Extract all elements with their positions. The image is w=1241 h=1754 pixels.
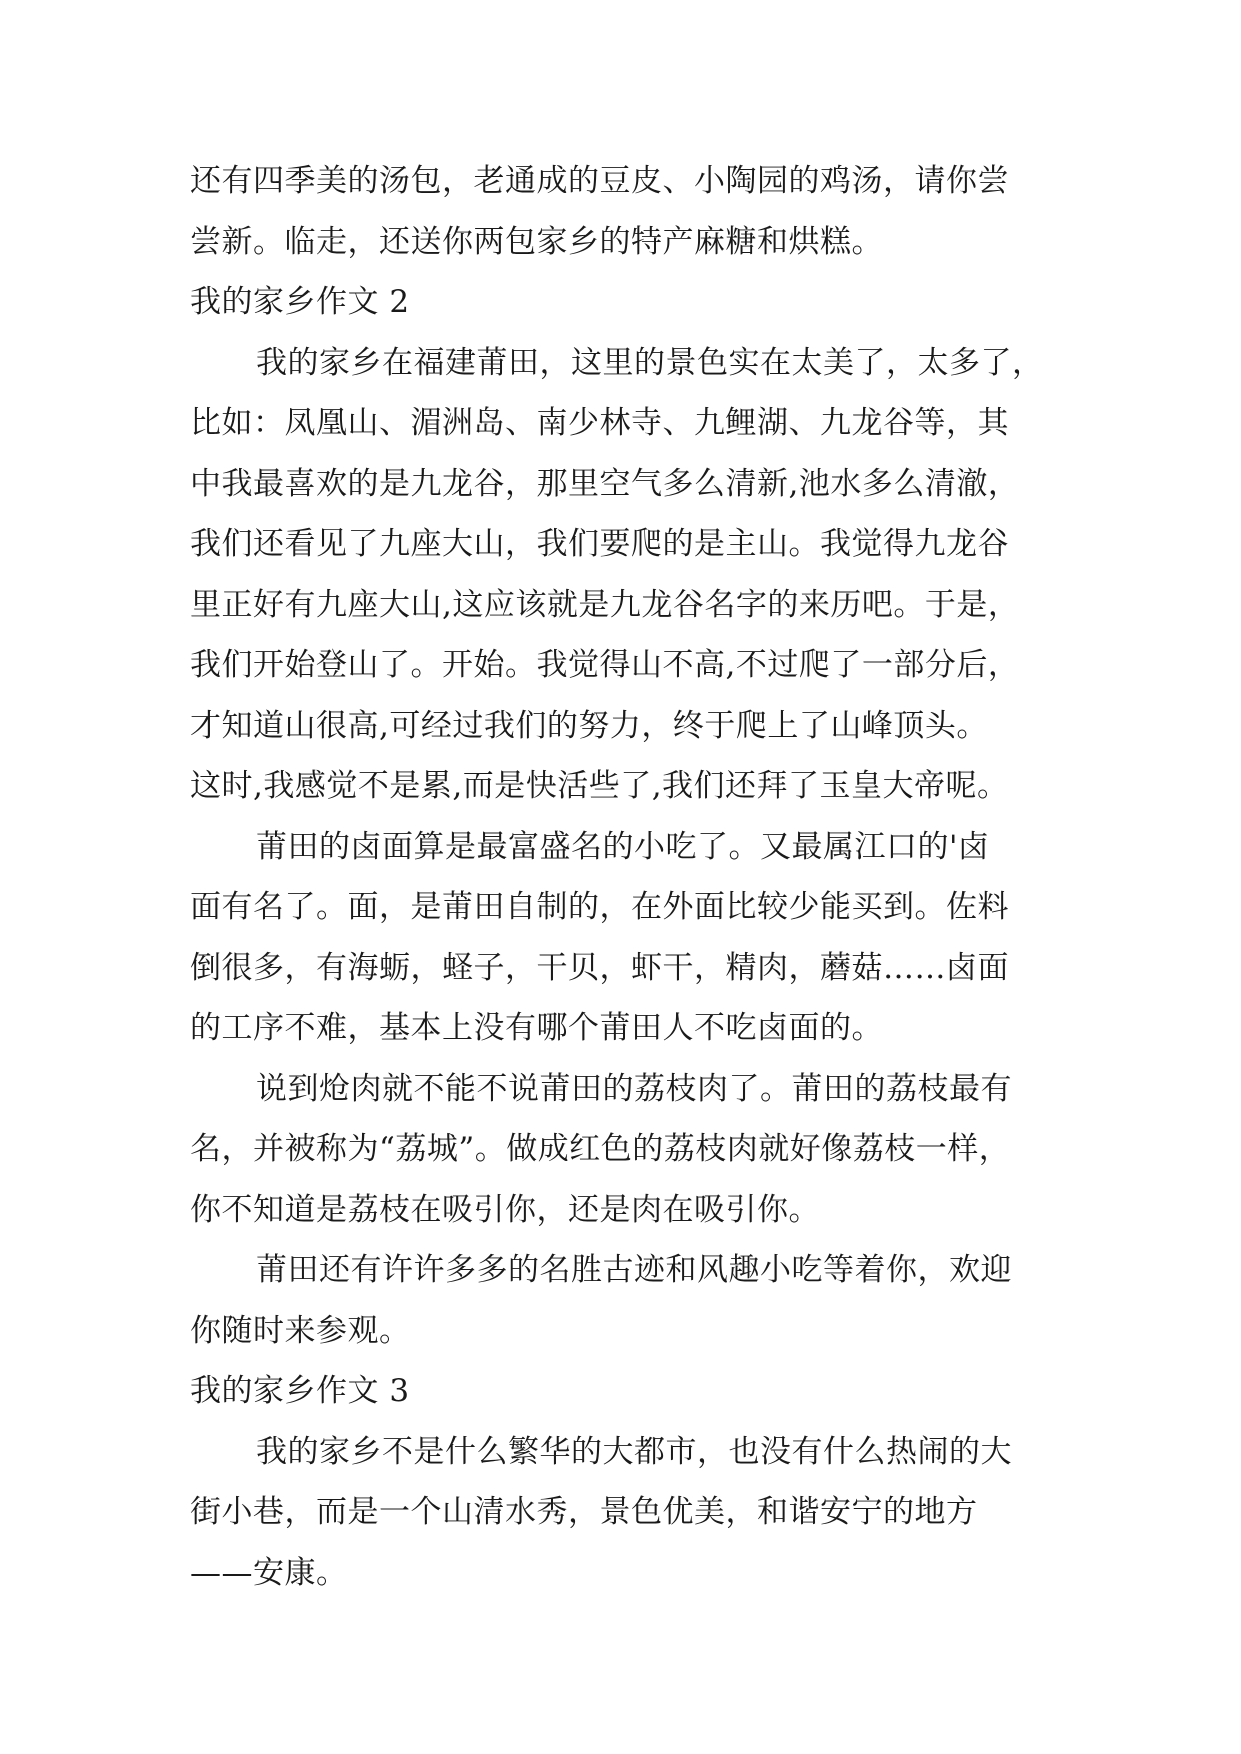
text-line: 倒很多，有海蛎，蛏子，干贝，虾干，精肉，蘑菇……卤面 <box>190 949 1009 986</box>
text-line: 还有四季美的汤包，老通成的豆皮、小陶园的鸡汤，请你尝 <box>190 163 1009 199</box>
text-line: 我的家乡不是什么繁华的大都市，也没有什么热闹的大 <box>256 1433 1012 1470</box>
text-line: 莆田还有许许多多的名胜古迹和风趣小吃等着你，欢迎 <box>256 1252 1012 1288</box>
text-line: 才知道山很高,可经过我们的努力，终于爬上了山峰顶头。 <box>190 707 988 744</box>
text-line: 你不知道是荔枝在吸引你，还是肉在吸引你。 <box>190 1191 820 1228</box>
text-line: 我们开始登山了。开始。我觉得山不高,不过爬了一部分后， <box>190 647 1020 683</box>
text-line: 面有名了。面，是莆田自制的，在外面比较少能买到。佐料 <box>190 889 1009 925</box>
text-line: 中我最喜欢的是九龙谷，那里空气多么清新,池水多么清澈， <box>190 465 1020 502</box>
text-line: 这时,我感觉不是累,而是快活些了,我们还拜了玉皇大帝呢。 <box>190 768 1009 804</box>
section-heading: 我的家乡作文 3 <box>190 1373 410 1409</box>
text-line: ——安康。 <box>190 1554 348 1591</box>
text-line: 的工序不难，基本上没有哪个莆田人不吃卤面的。 <box>190 1010 883 1046</box>
text-line: 我们还看见了九座大山，我们要爬的是主山。我觉得九龙谷 <box>190 526 1009 562</box>
text-line: 说到炝肉就不能不说莆田的荔枝肉了。莆田的荔枝最有 <box>256 1070 1012 1107</box>
text-line: 莆田的卤面算是最富盛名的小吃了。又最属江口的'卤 <box>256 828 990 865</box>
document-page <box>190 151 1060 1603</box>
section-heading: 我的家乡作文 2 <box>190 284 410 320</box>
text-line: 比如：凤凰山、湄洲岛、南少林寺、九鲤湖、九龙谷等，其 <box>190 405 1009 441</box>
text-line: 名，并被称为“荔城”。做成红色的荔枝肉就好像荔枝一样， <box>190 1131 1011 1167</box>
text-line: 里正好有九座大山,这应该就是九龙谷名字的来历吧。于是， <box>190 586 1020 623</box>
text-line: 街小巷，而是一个山清水秀，景色优美，和谐安宁的地方 <box>190 1494 978 1530</box>
text-line: 你随时来参观。 <box>190 1312 411 1349</box>
text-line: 尝新。临走，还送你两包家乡的特产麻糖和烘糕。 <box>190 223 883 260</box>
text-line: 我的家乡在福建莆田，这里的景色实在太美了，太多了， <box>256 344 1044 381</box>
